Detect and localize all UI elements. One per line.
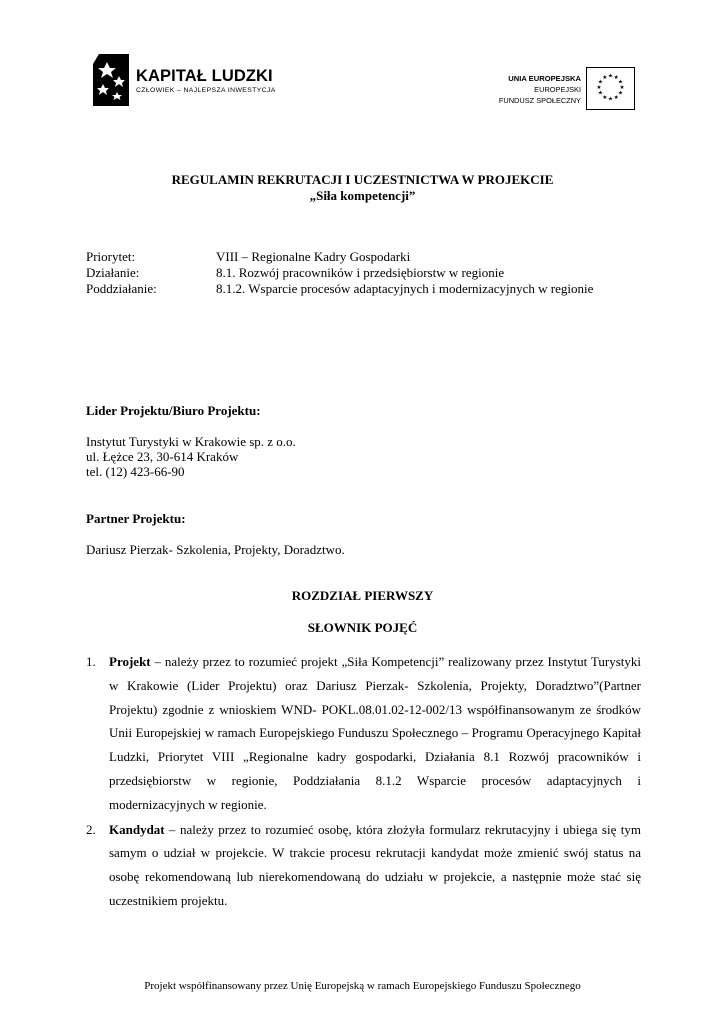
svg-text:★: ★ <box>607 73 614 80</box>
list-item-number: 2. <box>86 821 96 837</box>
svg-text:★: ★ <box>607 96 614 103</box>
chapter-heading: ROZDZIAŁ PIERWSZY <box>291 588 434 603</box>
footer-text: Projekt współfinansowany przez Unię Europejską w ramach Europejskiego Funduszu Społecznego <box>144 980 581 992</box>
svg-text:★: ★ <box>602 75 608 82</box>
info-value-action: 8.1. Rozwój pracowników i przedsiębiorstw w regionie <box>216 265 505 280</box>
kapital-ludzki-subtitle: CZŁOWIEK – NAJLEPSZA INWESTYCJA <box>136 87 276 94</box>
document-title: REGULAMIN REKRUTACJI I UCZESTNICTWA W PROJEKCIE <box>171 172 554 187</box>
list-item <box>86 650 641 817</box>
svg-text:★: ★ <box>613 94 619 101</box>
definition-body: – należy przez to rozumieć projekt „Siła Kompetencji” realizowany przez Instytut Turystyki w Krakowie (Lider Projektu) oraz Dariusz Pierzak- Szkolenia, Projekty, Doradztwo”(Partner Projektu) zgodnie z wnioskiem WND- POKL.08.01.02-12-002/13 współfinansowanym ze środków Unii Europejskiej w ramach Europejskiego Funduszu Społecznego – Programu Operacyjnego Kapitał Ludzki, Priorytet VIII „Regionalne kadry gospodarki, Działania 8.1 Rozwój pracowników i przedsiębiorstw w regionie, Poddziałania 8.1.2 Wsparcie procesów adaptacyjnych i modernizacyjnych w regionie. <box>109 654 641 812</box>
definition-term: Kandydat <box>109 821 165 837</box>
leader-heading: Lider Projektu/Biuro Projektu: <box>86 403 261 418</box>
info-label-action: Działanie: <box>86 265 140 280</box>
leader-name: Instytut Turystyki w Krakowie sp. z o.o. <box>86 434 296 449</box>
kapital-ludzki-title: KAPITAŁ LUDZKI <box>136 67 273 85</box>
eu-line-fund: FUNDUSZ SPOŁECZNY <box>498 96 581 105</box>
partner-name: Dariusz Pierzak- Szkolenia, Projekty, Doradztwo. <box>86 542 345 557</box>
chapter-subheading: SŁOWNIK POJĘĆ <box>307 620 418 635</box>
leader-address: ul. Łężce 23, 30-614 Kraków <box>86 449 239 464</box>
partner-heading: Partner Projektu: <box>86 511 186 526</box>
svg-text:★: ★ <box>596 84 602 91</box>
svg-text:★: ★ <box>597 90 604 97</box>
info-label-subaction: Poddziałanie: <box>86 281 157 296</box>
list-item-text <box>109 818 641 913</box>
svg-text:★: ★ <box>617 90 624 97</box>
svg-text:★: ★ <box>597 79 604 86</box>
svg-text:★: ★ <box>619 84 625 91</box>
definition-term: Projekt <box>109 654 151 669</box>
definitions-list <box>86 650 641 913</box>
svg-text:★: ★ <box>613 75 619 82</box>
info-label-priority: Priorytet: <box>86 249 136 264</box>
svg-text:★: ★ <box>617 79 624 86</box>
svg-text:★: ★ <box>602 94 608 101</box>
eu-flag-icon <box>586 67 635 110</box>
leader-phone: tel. (12) 423-66-90 <box>86 464 185 479</box>
eu-line-european: EUROPEJSKI <box>534 85 581 94</box>
list-item-text <box>109 650 641 817</box>
kapital-ludzki-logo-icon <box>93 54 129 106</box>
list-item <box>86 818 641 913</box>
project-name: „Siła kompetencji” <box>309 188 416 203</box>
eu-line-union: UNIA EUROPEJSKA <box>508 74 581 83</box>
list-item-number: 1. <box>86 654 96 669</box>
definition-body: – należy przez to rozumieć osobę, która złożyła formularz rekrutacyjny i ubiega się tym samym o udział w projekcie. W trakcie procesu rekrutacji kandydat może zmienić swój status na osobę rekomendowaną lub nierekomendowaną do udziału w projekcie, a następnie może stać się uczestnikiem projektu. <box>109 821 641 908</box>
info-value-priority: VIII – Regionalne Kadry Gospodarki <box>216 249 411 264</box>
info-value-subaction: 8.1.2. Wsparcie procesów adaptacyjnych i modernizacyjnych w regionie <box>216 281 594 296</box>
eu-logo-text <box>499 73 581 106</box>
